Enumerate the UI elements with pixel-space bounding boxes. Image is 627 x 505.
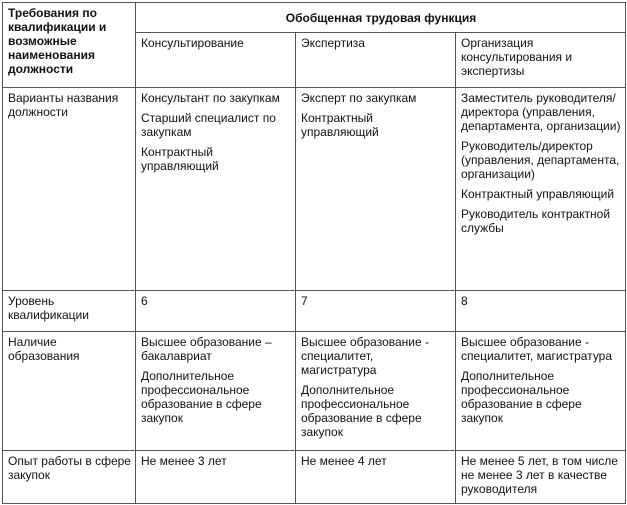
- function-consulting: Консультирование: [136, 33, 296, 88]
- cell-text: Высшее образование – бакалавриат: [141, 335, 272, 363]
- row-label: Варианты названия должности: [3, 88, 136, 291]
- cell-text: Дополнительное профессиональное образование в сфере закупок: [141, 369, 262, 425]
- cell-text: Консультант по закупкам: [141, 91, 280, 105]
- cell-text: Эксперт по закупкам: [301, 91, 417, 105]
- table-cell: [136, 332, 296, 451]
- table-cell: 8: [456, 291, 626, 332]
- table-cell: Не менее 3 лет: [136, 451, 296, 504]
- cell-text: Контрактный управляющий: [141, 145, 219, 173]
- cell-text: Контрактный управляющий: [301, 111, 379, 139]
- table-cell: 6: [136, 291, 296, 332]
- table-cell: [296, 88, 456, 291]
- row-label: Уровень квалификации: [3, 291, 136, 332]
- cell-text: Высшее образование - специалитет, магистратура: [301, 335, 429, 377]
- cell-text: Высшее образование - специалитет, магистратура: [461, 335, 613, 363]
- requirements-header: Требования по квалификации и возможные наименования должности: [3, 3, 136, 88]
- qualification-table: [2, 2, 626, 504]
- table-row: [3, 332, 626, 451]
- function-organization: Организация консультирования и экспертизы: [456, 33, 626, 88]
- cell-text: Дополнительное профессиональное образование в сфере закупок: [301, 383, 422, 439]
- table-cell: Не менее 5 лет, в том числе не менее 3 лет в качестве руководителя: [456, 451, 626, 504]
- cell-text: Руководитель контрактной службы: [461, 207, 611, 235]
- header-row: [3, 3, 626, 33]
- table-cell: [296, 332, 456, 451]
- function-expertise: Экспертиза: [296, 33, 456, 88]
- table-cell: [456, 88, 626, 291]
- table-row: [3, 451, 626, 504]
- cell-text: Руководитель/директор (управления, департамента, организации): [461, 139, 620, 181]
- table-row: [3, 88, 626, 291]
- row-label: Опыт работы в сфере закупок: [3, 451, 136, 504]
- cell-text: Заместитель руководителя/директора (управления, департамента, организации): [461, 91, 621, 133]
- table-row: [3, 291, 626, 332]
- table-cell: 7: [296, 291, 456, 332]
- table-cell: [456, 332, 626, 451]
- table-cell: [136, 88, 296, 291]
- cell-text: Дополнительное профессиональное образование в сфере закупок: [461, 369, 582, 425]
- cell-text: Контрактный управляющий: [461, 187, 615, 201]
- table-cell: Не менее 4 лет: [296, 451, 456, 504]
- general-function-header: Обобщенная трудовая функция: [136, 3, 626, 33]
- row-label: Наличие образования: [3, 332, 136, 451]
- cell-text: Старший специалист по закупкам: [141, 111, 276, 139]
